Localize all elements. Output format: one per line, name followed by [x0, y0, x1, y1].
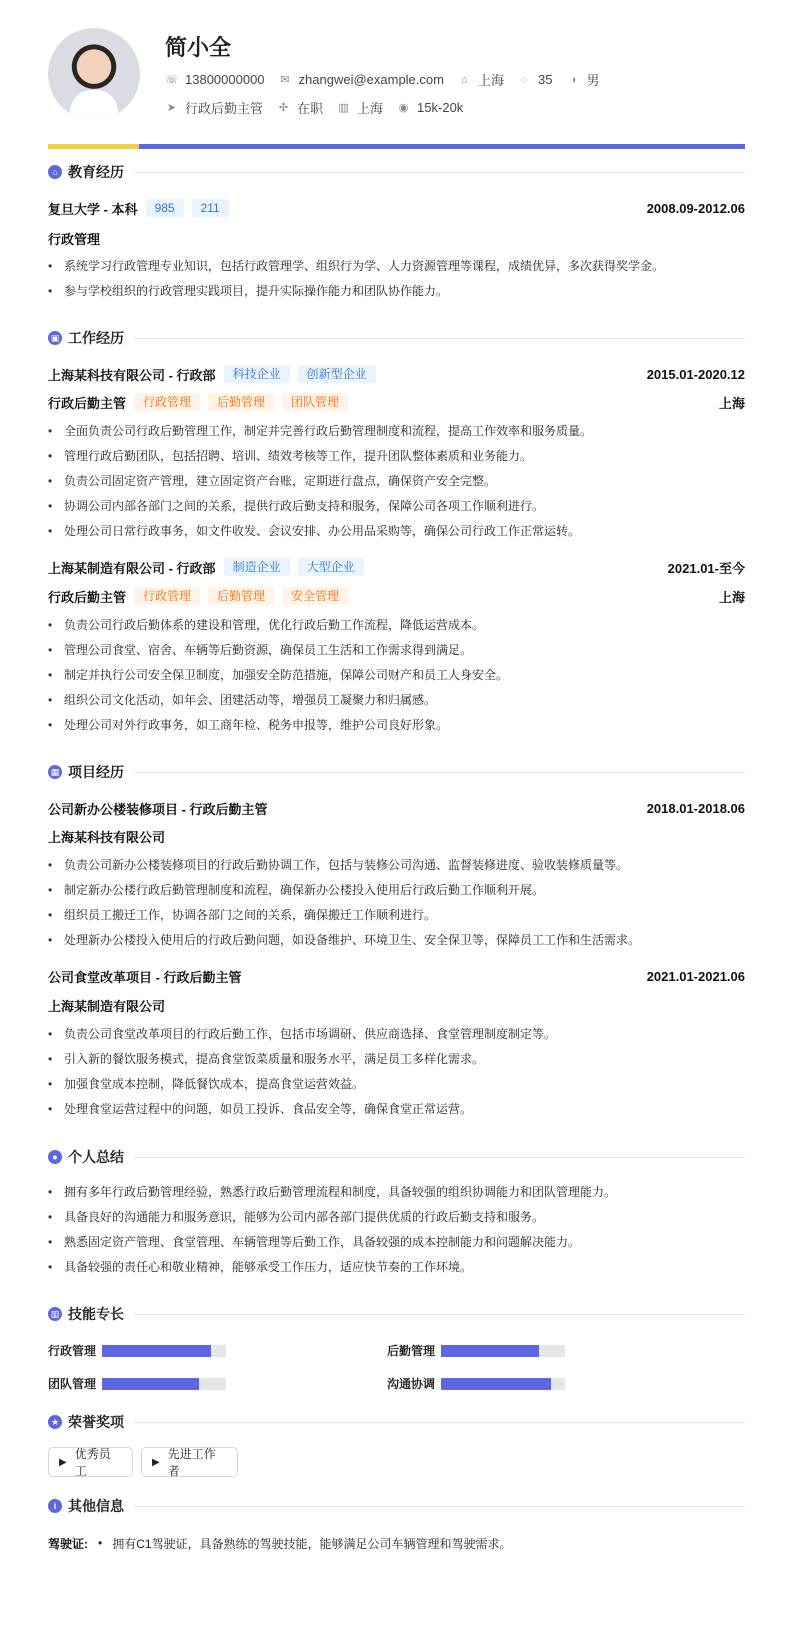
top-divider: [48, 144, 745, 149]
list-item: • 具备良好的沟通能力和服务意识，能够为公司内部各部门提供优质的行政后勤支持和服务。: [48, 1208, 745, 1226]
list-item: • 负责公司新办公楼装修项目的行政后勤协调工作，包括与装修公司沟通、监督装修进度、验收装修质量等。: [48, 856, 745, 874]
education-heading: 教育经历: [68, 164, 124, 180]
job-row: [165, 98, 463, 117]
candidate-name: 简小全: [165, 35, 232, 60]
major-row: [48, 228, 745, 248]
play-icon: ▶: [59, 1456, 67, 1468]
skill-fill: [441, 1378, 551, 1390]
education-date: 2008.09-2012.06: [646, 200, 745, 216]
list-item: • 处理公司对外行政事务，如工商年检、税务申报等，维护公司良好形象。: [48, 716, 745, 734]
phone-text: 13800000000: [185, 72, 265, 87]
summary-heading: 个人总结: [68, 1149, 124, 1165]
salary-item: [397, 100, 463, 115]
list-item: • 组织员工搬迁工作，协调各部门之间的关系，确保搬迁工作顺利进行。: [48, 906, 745, 924]
status-item: [277, 98, 323, 117]
project-company-row: [48, 826, 745, 846]
gender-text: 男: [586, 73, 600, 88]
user-icon: ●: [48, 1150, 62, 1164]
skill-item: 团队管理: [48, 1375, 226, 1392]
project-icon: ▦: [48, 765, 62, 779]
list-item: • 具备较强的责任心和敬业精神，能够承受工作压力，适应快节奏的工作环境。: [48, 1258, 745, 1276]
project-title: 公司食堂改革项目 - 行政后勤主管: [48, 969, 242, 985]
project-section-title: [48, 762, 745, 782]
skill-item: 行政管理: [48, 1342, 226, 1359]
age-text: 35: [537, 72, 553, 87]
list-item: • 处理新办公楼投入使用后的行政后勤问题，如设备维护、环境卫生、安全保卫等，保障员工工作和生活需求。: [48, 931, 745, 949]
play-icon: ◉: [398, 102, 409, 114]
gender-item: [566, 70, 599, 89]
send-icon: ➤: [166, 102, 177, 114]
work-role-row: [48, 586, 745, 606]
city-text: 上海: [477, 73, 504, 88]
job-text: 行政后勤主管: [185, 101, 264, 116]
honor-badge: ▶ 先进工作者: [141, 1447, 238, 1477]
home-icon: ⌂: [461, 73, 468, 86]
education-tag: 211: [192, 199, 229, 217]
summary-section-title: [48, 1147, 745, 1167]
license-text: 拥有C1驾驶证，具备熟练的驾驶技能，能够满足公司车辆管理和驾驶需求。: [112, 1536, 512, 1551]
list-item: • 负责公司行政后勤体系的建设和管理，优化行政后勤工作流程，降低运营成本。: [48, 616, 745, 634]
list-item: • 负责公司固定资产管理，建立固定资产台账，定期进行盘点，确保资产安全完整。: [48, 472, 745, 490]
city-item: [458, 70, 504, 89]
list-item: • 参与学校组织的行政管理实践项目，提升实际操作能力和团队协作能力。: [48, 282, 745, 300]
honors-heading: 荣誉奖项: [68, 1414, 124, 1430]
project-title-row: [48, 798, 745, 818]
divider-accent: [48, 144, 139, 149]
list-item: • 管理行政后勤团队，包括招聘、培训、绩效考核等工作，提升团队整体素质和业务能力。: [48, 447, 745, 465]
project-company: 上海某科技有限公司: [48, 829, 166, 845]
building-icon: ▥: [338, 102, 349, 114]
list-item: • 负责公司食堂改革项目的行政后勤工作，包括市场调研、供应商选择、食堂管理制度制定等。: [48, 1025, 745, 1043]
avatar: [48, 28, 140, 120]
education-icon: ⌂: [48, 165, 62, 179]
job-item: [165, 98, 263, 117]
honors-section-title: [48, 1412, 745, 1432]
major-name: 行政管理: [48, 231, 101, 247]
list-item: • 处理食堂运营过程中的问题，如员工投诉、食品安全等，确保食堂正常运营。: [48, 1100, 745, 1118]
project-company-row: [48, 995, 745, 1015]
age-icon: ◌: [521, 73, 528, 86]
project-date: 2018.01-2018.06: [646, 800, 745, 816]
role-name: 行政后勤主管: [48, 589, 127, 605]
skills-icon: ▥: [48, 1307, 62, 1321]
company-tag: 创新型企业: [298, 365, 376, 383]
role-name: 行政后勤主管: [48, 395, 127, 411]
list-item: • 系统学习行政管理专业知识，包括行政管理学、组织行为学、人力资源管理等课程，成绩优异，多次获得奖学金。: [48, 257, 745, 275]
list-item: • 拥有多年行政后勤管理经验，熟悉行政后勤管理流程和制度，具备较强的组织协调能力和团队管理能力。: [48, 1183, 745, 1201]
status-text: 在职: [297, 101, 324, 116]
phone-icon: ☏: [165, 74, 179, 86]
info-icon: i: [48, 1499, 62, 1513]
company-name: 上海某科技有限公司 - 行政部: [48, 367, 216, 383]
list-item: • 管理公司食堂、宿舍、车辆等后勤资源，确保员工生活和工作需求得到满足。: [48, 641, 745, 659]
play-icon: ▶: [152, 1456, 160, 1468]
target-city-item: [337, 98, 383, 117]
education-tag: 985: [146, 199, 184, 217]
phone-item: [165, 72, 265, 87]
award-icon: ★: [48, 1415, 62, 1429]
role-tag: 后勤管理: [208, 587, 274, 605]
role-tag: 团队管理: [282, 393, 348, 411]
project-company: 上海某制造有限公司: [48, 998, 166, 1014]
list-item: • 制定新办公楼行政后勤管理制度和流程，确保新办公楼投入使用后行政后勤工作顺利开展。: [48, 881, 745, 899]
other-section-title: [48, 1496, 745, 1516]
work-heading: 工作经历: [68, 330, 124, 346]
skill-fill: [102, 1378, 199, 1390]
salary-text: 15k-20k: [417, 100, 464, 115]
project-heading: 项目经历: [68, 764, 124, 780]
list-item: • 组织公司文化活动，如年会、团建活动等，增强员工凝聚力和归属感。: [48, 691, 745, 709]
skills-section-title: [48, 1304, 745, 1324]
contact-row: [165, 70, 599, 89]
role-tag: 后勤管理: [208, 393, 274, 411]
email-item: [279, 72, 444, 87]
list-item: • 熟悉固定资产管理、食堂管理、车辆管理等后勤工作，具备较强的成本控制能力和问题解决能力。: [48, 1233, 745, 1251]
project-date: 2021.01-2021.06: [646, 968, 745, 984]
role-tag: 行政管理: [134, 393, 200, 411]
target-city-text: 上海: [357, 101, 384, 116]
work-location: 上海: [718, 589, 745, 605]
company-tag: 制造企业: [224, 558, 290, 576]
other-heading: 其他信息: [68, 1498, 124, 1514]
company-tag: 科技企业: [224, 365, 290, 383]
skills-heading: 技能专长: [68, 1306, 124, 1322]
work-role-row: [48, 392, 745, 412]
list-item: • 加强食堂成本控制，降低餐饮成本，提高食堂运营效益。: [48, 1075, 745, 1093]
skill-fill: [102, 1345, 211, 1357]
license-label: 驾驶证:: [48, 1536, 88, 1551]
work-icon: ▣: [48, 331, 62, 345]
email-text: zhangwei@example.com: [298, 72, 444, 87]
settings-icon: ✣: [278, 102, 289, 114]
role-tag: 安全管理: [282, 587, 348, 605]
skill-fill: [441, 1345, 539, 1357]
list-item: • 协调公司内部各部门之间的关系，提供行政后勤支持和服务，保障公司各项工作顺利进行。: [48, 497, 745, 515]
work-section-title: [48, 328, 745, 348]
honor-badge: ▶ 优秀员工: [48, 1447, 133, 1477]
profile-header: [48, 28, 748, 128]
list-item: • 制定并执行公司安全保卫制度，加强安全防范措施，保障公司财产和员工人身安全。: [48, 666, 745, 684]
work-company-row: [48, 557, 745, 577]
education-section-title: [48, 162, 745, 182]
email-icon: ✉: [280, 74, 290, 86]
project-title: 公司新办公楼装修项目 - 行政后勤主管: [48, 801, 268, 817]
gender-icon: ◑: [569, 73, 577, 86]
age-item: [518, 72, 552, 87]
license-row: 驾驶证: • 拥有C1驾驶证，具备熟练的驾驶技能，能够满足公司车辆管理和驾驶需求。: [48, 1536, 512, 1551]
skill-item: 沟通协调: [387, 1375, 565, 1392]
list-item: • 处理公司日常行政事务，如文件收发、会议安排、办公用品采购等，确保公司行政工作正常运转。: [48, 522, 745, 540]
school-name: 复旦大学 - 本科: [48, 201, 138, 217]
project-title-row: [48, 966, 745, 986]
work-date: 2015.01-2020.12: [646, 366, 745, 382]
work-location: 上海: [718, 395, 745, 411]
skill-item: 后勤管理: [387, 1342, 565, 1359]
company-tag: 大型企业: [298, 558, 364, 576]
work-company-row: [48, 364, 745, 384]
role-tag: 行政管理: [134, 587, 200, 605]
education-row: [48, 198, 745, 218]
list-item: • 引入新的餐饮服务模式，提高食堂饭菜质量和服务水平，满足员工多样化需求。: [48, 1050, 745, 1068]
list-item: • 全面负责公司行政后勤管理工作，制定并完善行政后勤管理制度和流程，提高工作效率和服务质量。: [48, 422, 745, 440]
work-date: 2021.01-至今: [667, 560, 745, 576]
company-name: 上海某制造有限公司 - 行政部: [48, 560, 216, 576]
